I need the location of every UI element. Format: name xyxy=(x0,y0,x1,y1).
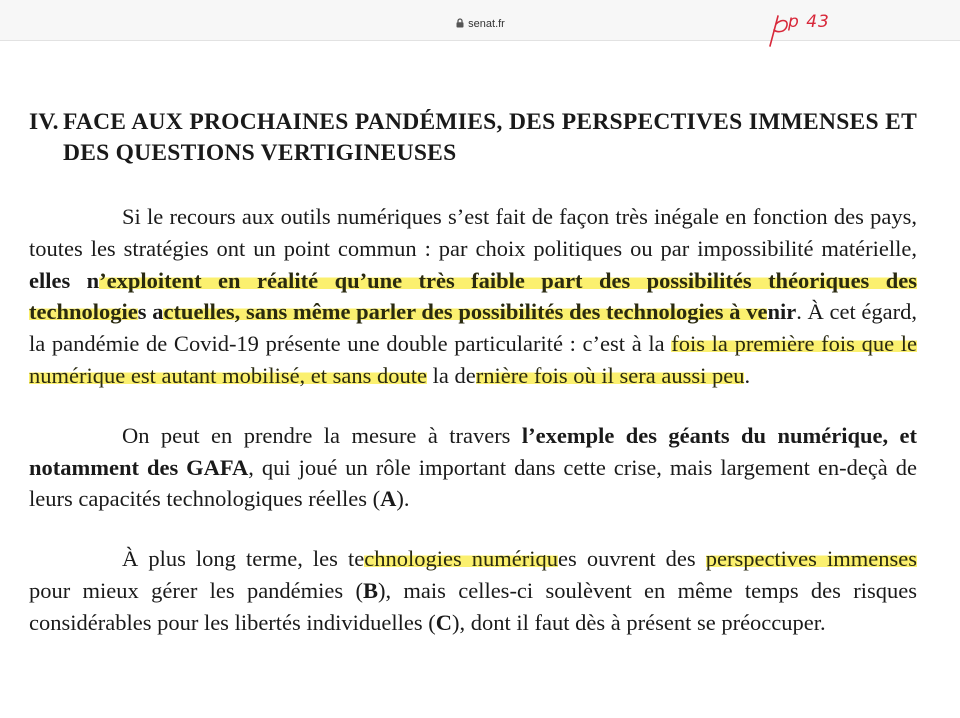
section-number: IV. xyxy=(29,109,59,135)
bold-run: A xyxy=(380,486,397,512)
highlighted-bold-run: ctuelles, sans même parler des possibilités des technologies à ve xyxy=(163,299,768,325)
text-run: ). xyxy=(396,486,410,512)
text-run: . xyxy=(744,362,751,388)
text-run: ), mais celles-ci soulèvent en même temps des risques considérables pour les libertés individuelles ( xyxy=(29,577,917,635)
text-run: On peut en prendre la mesure à travers xyxy=(122,422,522,448)
handwritten-page-annotation xyxy=(764,8,854,48)
text-run: es ouvrent des xyxy=(558,546,706,572)
bold-run: C xyxy=(435,609,453,635)
page-number-annotation: p 43 xyxy=(788,12,830,32)
bold-run: B xyxy=(362,577,378,603)
section-heading xyxy=(29,107,917,169)
bold-run: a xyxy=(146,299,164,325)
text-run: , qui joué un rôle important dans cette crise, mais largement en-deçà de leurs capacités technologiques réelles ( xyxy=(29,454,917,512)
paragraph-1 xyxy=(29,201,917,392)
highlighted-bold-run: ’exploitent en réalité qu’une très faible part des possibilités théoriques des technologie xyxy=(29,267,917,325)
paragraph-2 xyxy=(29,420,917,515)
bold-run: elles n xyxy=(29,267,100,293)
text-run: ), dont il faut dès à présent se préoccuper. xyxy=(452,609,826,635)
url-text: senat.fr xyxy=(468,18,505,30)
highlighted-run: rnière fois où il sera aussi peu xyxy=(475,362,745,388)
bold-run: s xyxy=(137,299,147,325)
highlighted-run: fois la première fois que le numérique est autant mobilisé, et sans doute xyxy=(29,331,917,388)
section-title: FACE AUX PROCHAINES PANDÉMIES, DES PERSPECTIVES IMMENSES ET DES QUESTIONS VERTIGINEUSES xyxy=(63,109,917,166)
bold-run: l’exemple des géants du numérique, et notamment des GAFA xyxy=(29,422,917,480)
text-run: la de xyxy=(427,362,476,388)
text-run: . À cet égard, la pandémie de Covid-19 présente une double particularité : c’est à la xyxy=(29,299,917,357)
bold-run: nir xyxy=(767,299,797,325)
text-run: pour mieux gérer les pandémies ( xyxy=(29,577,363,603)
paragraph-3 xyxy=(29,543,917,638)
text-run: Si le recours aux outils numériques s’est fait de façon très inégale en fonction des pays, toutes les stratégies ont un point commun : par choix politiques ou par impossibilité matérielle, xyxy=(29,204,917,261)
highlighted-run: chnologies numériqu xyxy=(364,546,559,572)
highlighted-run: perspectives immenses xyxy=(705,546,917,572)
document-content xyxy=(29,107,917,639)
text-run: À plus long terme, les te xyxy=(122,546,365,572)
lock-icon xyxy=(455,18,465,28)
